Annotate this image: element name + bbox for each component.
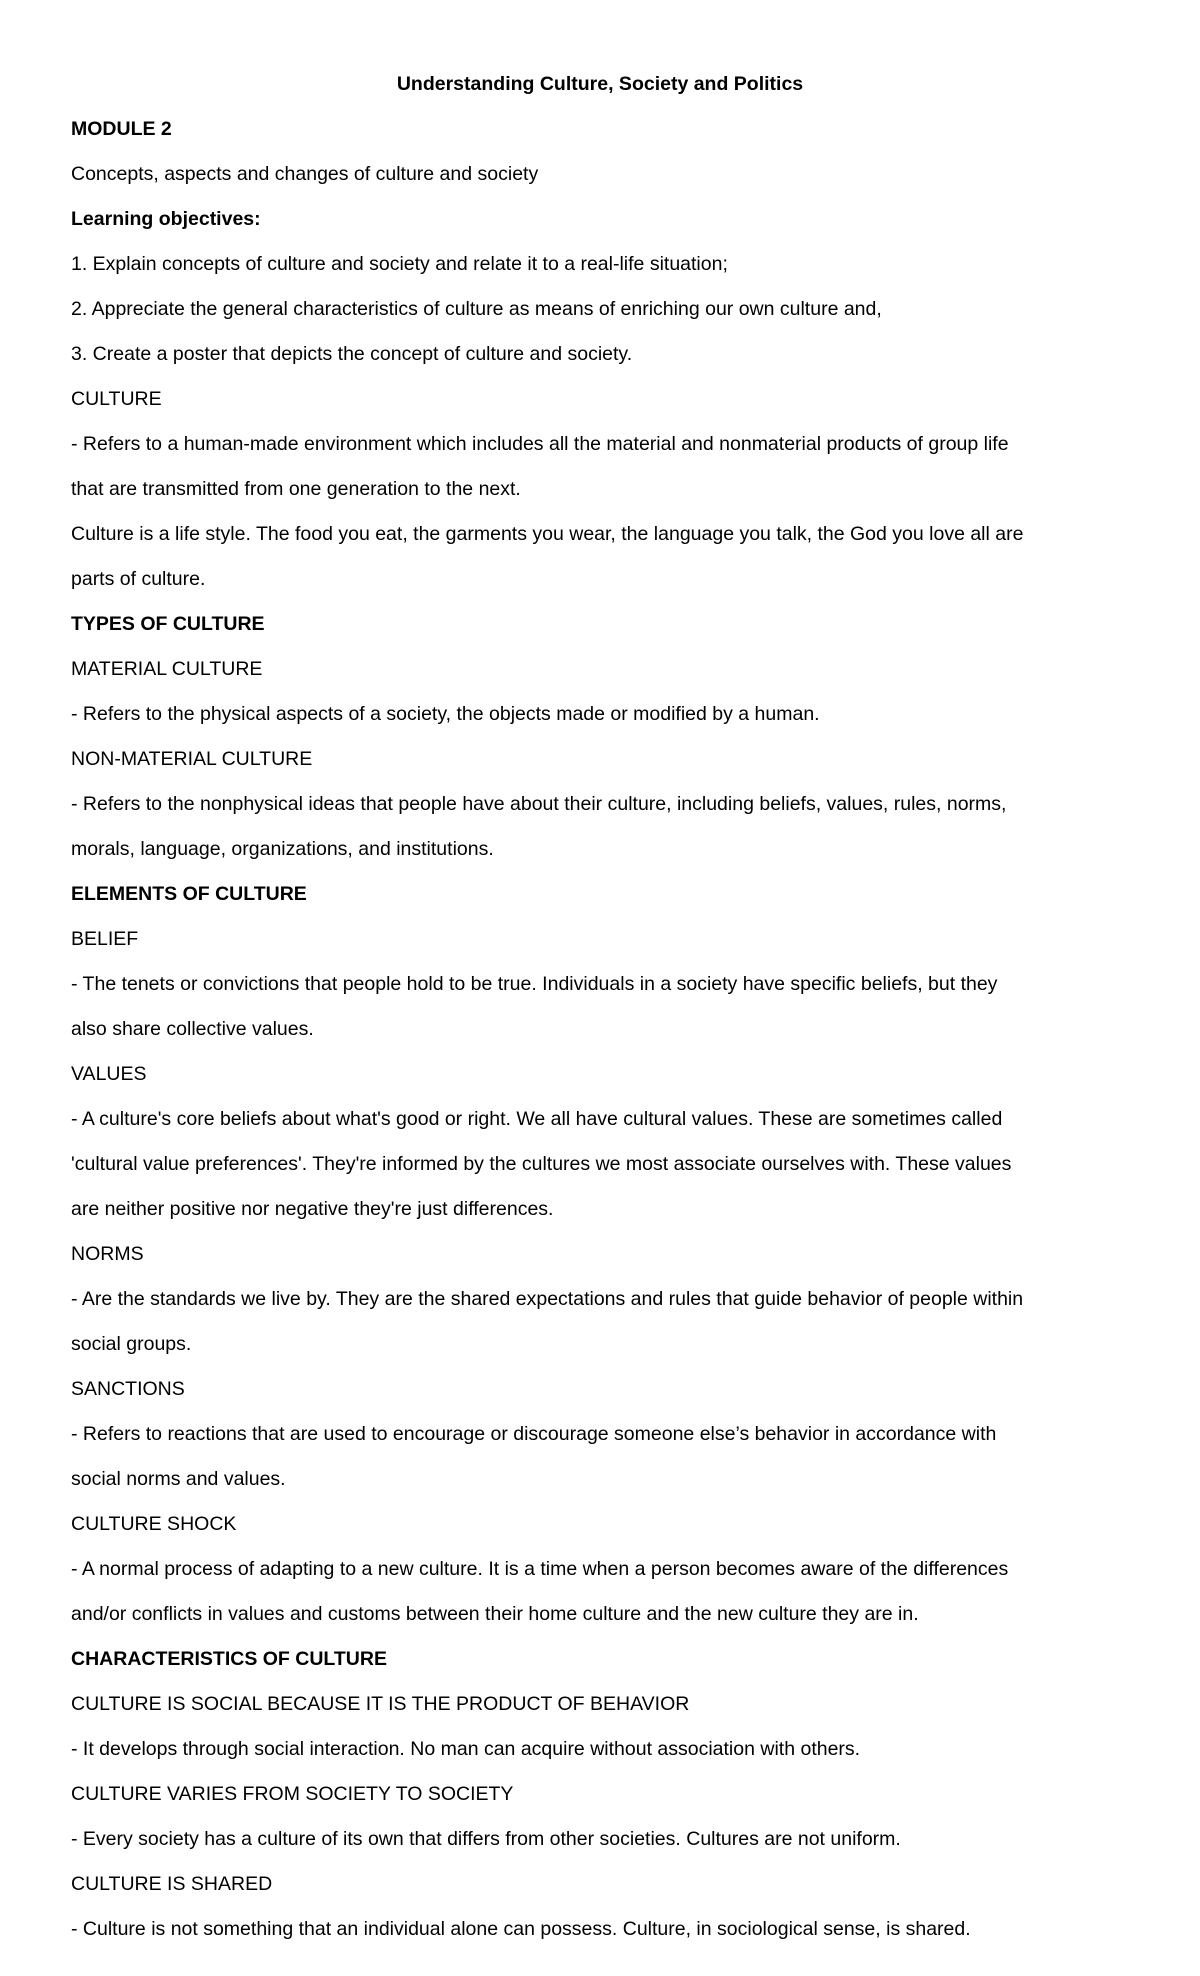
module-label: MODULE 2 [71,118,172,140]
elements-heading: ELEMENTS OF CULTURE [71,883,307,905]
culture-text: - Refers to a human-made environment which includes all the material and nonmaterial products of group life [71,433,1009,455]
characteristic-varies-text: - Every society has a culture of its own that differs from other societies. Cultures are not uniform. [71,1828,901,1850]
nonmaterial-culture-heading: NON-MATERIAL CULTURE [71,748,313,770]
characteristic-social-text: - It develops through social interaction. No man can acquire without association with others. [71,1738,861,1760]
characteristic-social-heading: CULTURE IS SOCIAL BECAUSE IT IS THE PRODUCT OF BEHAVIOR [71,1693,690,1715]
culture-shock-heading: CULTURE SHOCK [71,1513,237,1535]
culture-shock-text: and/or conflicts in values and customs between their home culture and the new culture they are in. [71,1603,919,1625]
sanctions-heading: SANCTIONS [71,1378,185,1400]
culture-text: that are transmitted from one generation to the next. [71,478,521,500]
values-text: 'cultural value preferences'. They're informed by the cultures we most associate ourselves with. These values [71,1153,1012,1175]
objective-item: 1. Explain concepts of culture and society and relate it to a real-life situation; [71,253,728,275]
nonmaterial-culture-text: - Refers to the nonphysical ideas that people have about their culture, including beliefs, values, rules, norms, [71,793,1007,815]
norms-heading: NORMS [71,1243,144,1265]
norms-text: - Are the standards we live by. They are the shared expectations and rules that guide behavior of people within [71,1288,1024,1310]
characteristic-varies-heading: CULTURE VARIES FROM SOCIETY TO SOCIETY [71,1783,514,1805]
culture-shock-text: - A normal process of adapting to a new culture. It is a time when a person becomes aware of the differences [71,1558,1009,1580]
characteristics-heading: CHARACTERISTICS OF CULTURE [71,1648,387,1670]
values-text: - A culture's core beliefs about what's good or right. We all have cultural values. These are sometimes called [71,1108,1003,1130]
sanctions-text: - Refers to reactions that are used to encourage or discourage someone else’s behavior in accordance with [71,1423,997,1445]
document-title: Understanding Culture, Society and Politics [396,73,804,95]
characteristic-shared-heading: CULTURE IS SHARED [71,1873,273,1895]
values-heading: VALUES [71,1063,147,1085]
culture-text: Culture is a life style. The food you eat, the garments you wear, the language you talk, the God you love all are [71,523,1024,545]
norms-text: social groups. [71,1333,192,1355]
culture-heading: CULTURE [71,388,162,410]
types-heading: TYPES OF CULTURE [71,613,265,635]
material-culture-text: - Refers to the physical aspects of a society, the objects made or modified by a human. [71,703,820,725]
characteristic-shared-text: - Culture is not something that an individual alone can possess. Culture, in sociological sense, is shared. [71,1918,971,1940]
objectives-heading: Learning objectives: [71,208,261,230]
sanctions-text: social norms and values. [71,1468,286,1490]
nonmaterial-culture-text: morals, language, organizations, and institutions. [71,838,494,860]
belief-heading: BELIEF [71,928,139,950]
values-text: are neither positive nor negative they're just differences. [71,1198,554,1220]
objective-item: 3. Create a poster that depicts the concept of culture and society. [71,343,633,365]
material-culture-heading: MATERIAL CULTURE [71,658,263,680]
culture-text: parts of culture. [71,568,206,590]
belief-text: - The tenets or convictions that people hold to be true. Individuals in a society have specific beliefs, but they [71,973,998,995]
module-subtitle: Concepts, aspects and changes of culture and society [71,163,539,185]
belief-text: also share collective values. [71,1018,314,1040]
objective-item: 2. Appreciate the general characteristics of culture as means of enriching our own culture and, [71,298,882,320]
